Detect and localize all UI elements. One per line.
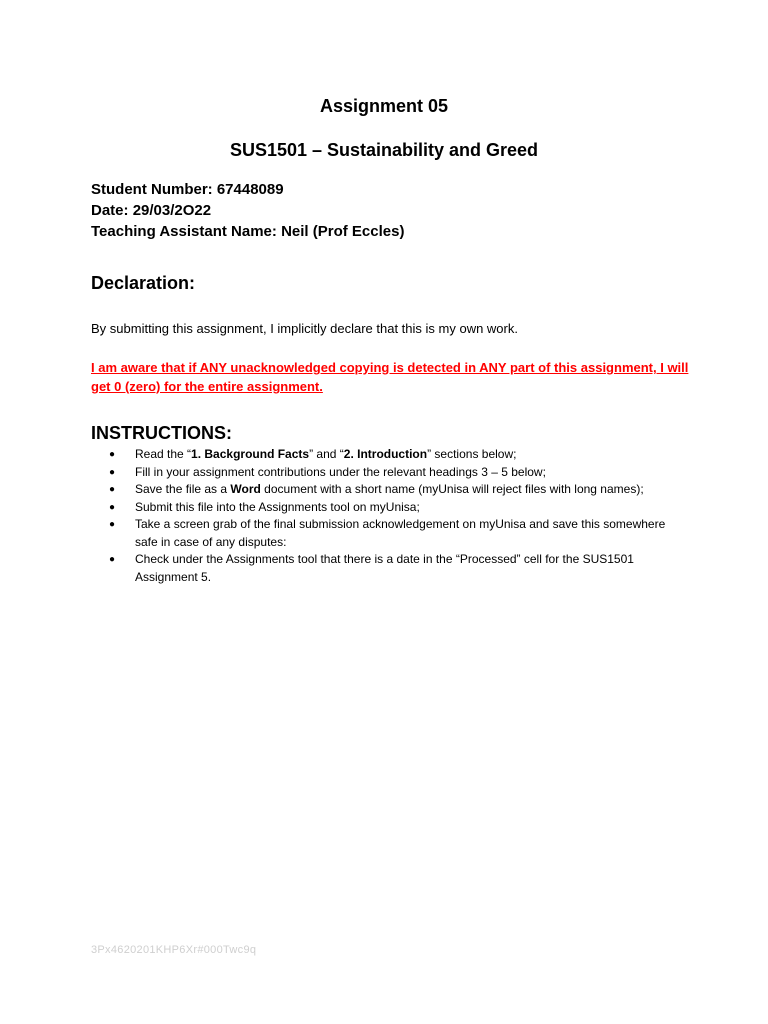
list-item [91,499,691,517]
item-text: Read the “ [135,447,192,461]
list-item [91,464,691,482]
item-bold-text: 1. Background Facts [191,447,310,461]
student-number-label: Student Number: [91,181,213,198]
item-text: Save the file as a [135,482,231,496]
date-value: 29/03/2O22 [132,202,212,219]
teaching-assistant-line [91,221,404,242]
instructions-heading: INSTRUCTIONS: [91,423,232,443]
item-bold-text: 2. Introduction [343,447,428,461]
item-text: document with a short name (myUnisa will reject files with long names); [260,482,644,496]
declaration-heading: Declaration: [91,273,196,293]
bullet-icon: ● [109,449,116,460]
instructions-list [91,446,691,586]
list-item [91,516,691,551]
bullet-icon: ● [109,484,116,495]
item-bold-text: Word [230,482,261,496]
plagiarism-warning: I am aware that if ANY unacknowledged copying is detected in ANY part of this assignment, I will get 0 (zero) for the entire assignment. [91,360,689,394]
bullet-icon: ● [109,554,116,565]
document-title: Assignment 05 [319,96,449,116]
item-text: Take a screen grab of the final submission acknowledgement on myUnisa and save this somewhere safe in case of any disputes: [135,517,666,549]
declaration-text: By submitting this assignment, I implicitly declare that this is my own work. [91,321,518,336]
item-text: Fill in your assignment contributions under the relevant headings 3 – 5 below; [135,464,546,479]
item-text: ” sections below; [427,447,517,461]
document-subtitle: SUS1501 – Sustainability and Greed [229,140,539,160]
student-details [91,179,404,242]
bullet-icon: ● [109,519,116,530]
item-text: Check under the Assignments tool that there is a date in the “Processed” cell for the SUS1501 Assignment 5. [135,552,634,584]
list-item [91,551,691,586]
teaching-assistant-label: Teaching Assistant Name: [91,223,277,240]
item-text: Submit this file into the Assignments tool on myUnisa; [135,499,420,514]
student-number-line [91,179,404,200]
date-label: Date: [91,202,129,219]
bullet-icon: ● [109,501,116,513]
bullet-icon: ● [109,466,116,478]
document-watermark: 3Px4620201KHP6Xr#000Twc9q [91,944,257,956]
list-item [91,446,691,464]
item-text: ” and “ [309,447,344,461]
date-line [91,200,404,221]
teaching-assistant-value: Neil (Prof Eccles) [281,223,405,240]
list-item [91,481,691,499]
student-number-value: 67448089 [216,181,284,198]
